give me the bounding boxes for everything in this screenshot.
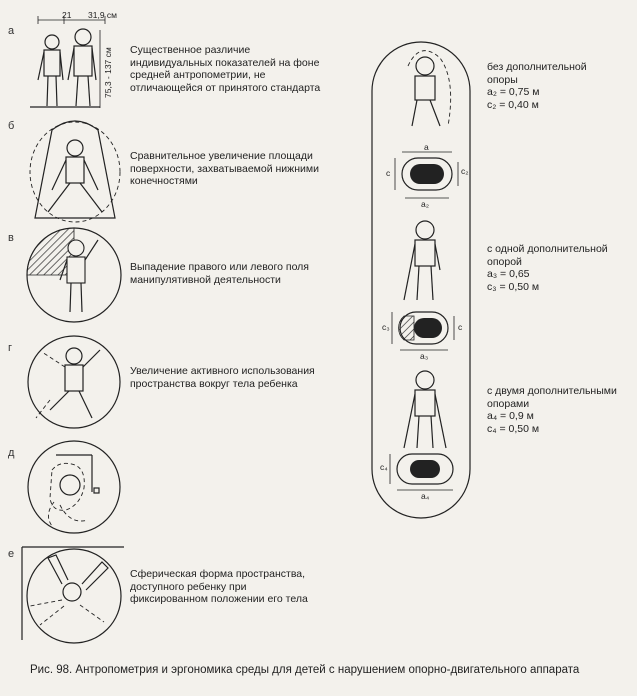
right-block-3: [487, 385, 617, 435]
dim-a4: a₄: [421, 491, 430, 501]
item-desc-a: Существенное различие индивидуальных показателей на фоне средней антропометрии, не отличающейся от принятого стандарта: [130, 44, 321, 94]
item-desc-b: Сравнительное увеличение площади поверхности, захватываемой нижними конечностями: [130, 150, 319, 187]
figure-caption: Рис. 98. Антропометрия и эргономика среды для детей с нарушением опорно-двигательного аппарата: [30, 664, 580, 676]
dim-c-2: c: [458, 322, 463, 332]
dim-height-range: 75,3 - 137 см: [103, 47, 113, 98]
dim-top-right: 31,9 см: [88, 10, 117, 20]
item-letter-e: е: [8, 548, 15, 560]
figure-b-extended-limbs: [30, 121, 120, 222]
dim-c: c: [386, 168, 391, 178]
item-letter-g: г: [8, 342, 13, 354]
block-3-title-1: с двумя дополнительными: [487, 385, 617, 397]
item-letter-a: а: [8, 25, 15, 37]
item-letter-b: б: [8, 120, 15, 132]
block-1-param-a: a₂ = 0,75 м: [487, 86, 540, 98]
block-3-param-a: a₄ = 0,9 м: [487, 410, 534, 422]
figure-e-spherical-space: [22, 547, 124, 643]
block-2-title-1: с одной дополнительной: [487, 243, 608, 255]
item-desc-v: Выпадение правого или левого поля манипулятивной деятельности: [130, 261, 309, 286]
block-3-param-c: c₄ = 0,50 м: [487, 422, 540, 435]
dim-c2: c₂: [461, 166, 469, 176]
block-1-param-c: c₂ = 0,40 м: [487, 98, 539, 111]
right-capsule-diagram: [372, 42, 470, 518]
figure-g-active-space: [28, 336, 120, 428]
figure-d-top-view: [28, 441, 120, 533]
dim-c3: c₃: [382, 322, 390, 332]
dim-a: a: [424, 142, 429, 152]
figure-a-two-children: [30, 16, 105, 108]
block-1-title-2: опоры: [487, 73, 518, 86]
item-desc-g: Увеличение активного использования пространства вокруг тела ребенка: [130, 365, 315, 390]
right-block-1: [487, 61, 587, 111]
item-letter-d: д: [8, 447, 15, 459]
figure-v-lost-field: [27, 228, 121, 322]
block-2-param-c: c₃ = 0,50 м: [487, 280, 540, 293]
block-1-title-1: без дополнительной: [487, 61, 587, 73]
dim-c4: c₄: [380, 462, 388, 472]
block-2-title-2: опорой: [487, 255, 522, 268]
dim-a2: a₂: [421, 199, 430, 209]
block-2-param-a: a₃ = 0,65: [487, 268, 530, 280]
item-letter-v: в: [8, 232, 14, 244]
block-3-title-2: опорами: [487, 397, 530, 410]
dim-a3: a₃: [420, 351, 429, 361]
dim-top-left: 21: [62, 10, 72, 20]
item-desc-e: Сферическая форма пространства, доступного ребенку при фиксированном положении его тела: [130, 568, 308, 605]
right-block-2: [487, 243, 608, 293]
